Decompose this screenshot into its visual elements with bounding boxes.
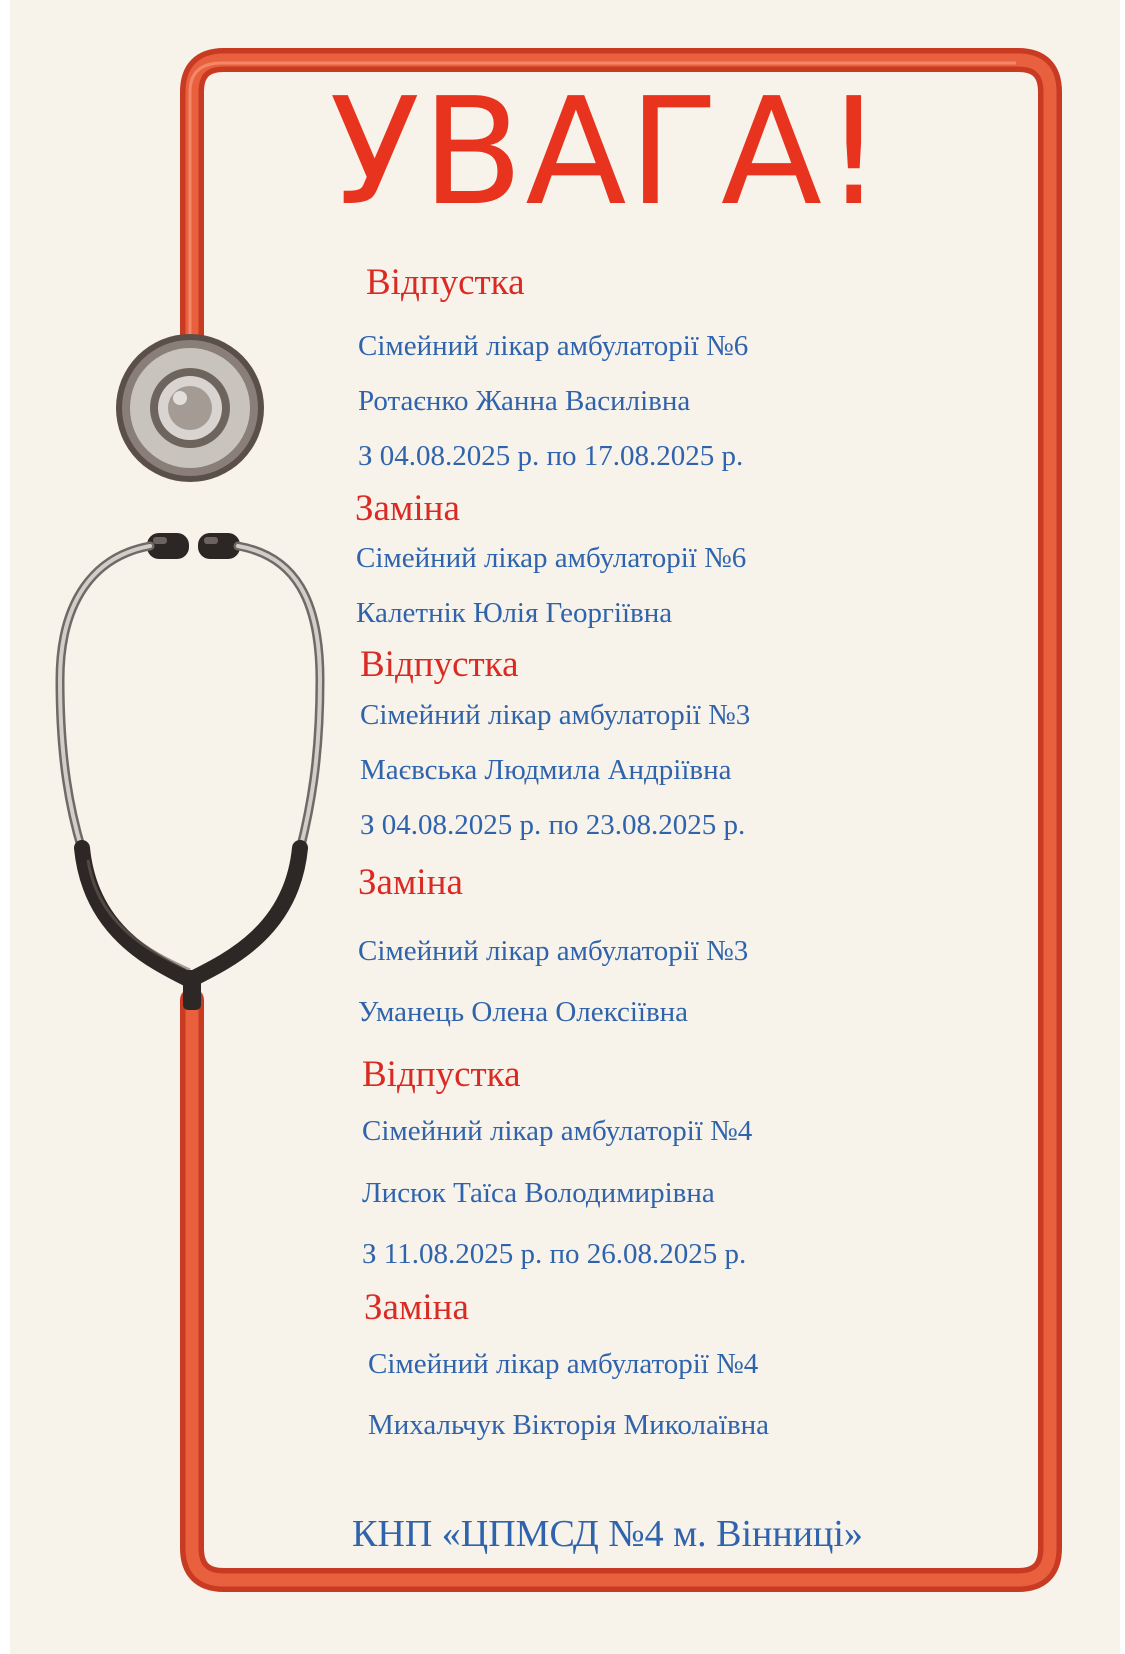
position-text: Сімейний лікар амбулаторії №4	[362, 1115, 753, 1147]
position-text: Сімейний лікар амбулаторії №3	[358, 935, 749, 967]
section-heading-vacation: Відпустка	[360, 644, 519, 685]
chest-piece-icon	[116, 334, 264, 482]
position-text: Сімейний лікар амбулаторії №4	[368, 1348, 759, 1380]
doctor-name: Ротаєнко Жанна Василівна	[358, 385, 691, 417]
section-heading-vacation: Відпустка	[366, 262, 525, 303]
organization-footer: КНП «ЦПМСД №4 м. Вінниці»	[352, 1513, 863, 1555]
position-text: Сімейний лікар амбулаторії №6	[356, 542, 747, 574]
section-heading-replacement: Заміна	[355, 488, 460, 529]
section-heading-vacation: Відпустка	[362, 1054, 521, 1095]
vacation-dates: З 04.08.2025 р. по 23.08.2025 р.	[360, 809, 746, 841]
section-heading-replacement: Заміна	[364, 1287, 469, 1328]
doctor-name: Лисюк Таїса Володимирівна	[362, 1177, 715, 1209]
vacation-dates: З 04.08.2025 р. по 17.08.2025 р.	[358, 440, 744, 472]
section-heading-replacement: Заміна	[358, 862, 463, 903]
doctor-name: Маєвська Людмила Андріївна	[360, 754, 732, 786]
doctor-name: Михальчук Вікторія Миколаївна	[368, 1409, 770, 1441]
position-text: Сімейний лікар амбулаторії №3	[360, 699, 751, 731]
doctor-name: Уманець Олена Олексіївна	[358, 996, 689, 1028]
doctor-name: Калетнік Юлія Георгіївна	[356, 597, 673, 629]
vacation-dates: З 11.08.2025 р. по 26.08.2025 р.	[362, 1238, 747, 1270]
earpiece-icon	[147, 533, 240, 559]
position-text: Сімейний лікар амбулаторії №6	[358, 330, 749, 362]
page-title: УВАГА!	[329, 66, 886, 238]
